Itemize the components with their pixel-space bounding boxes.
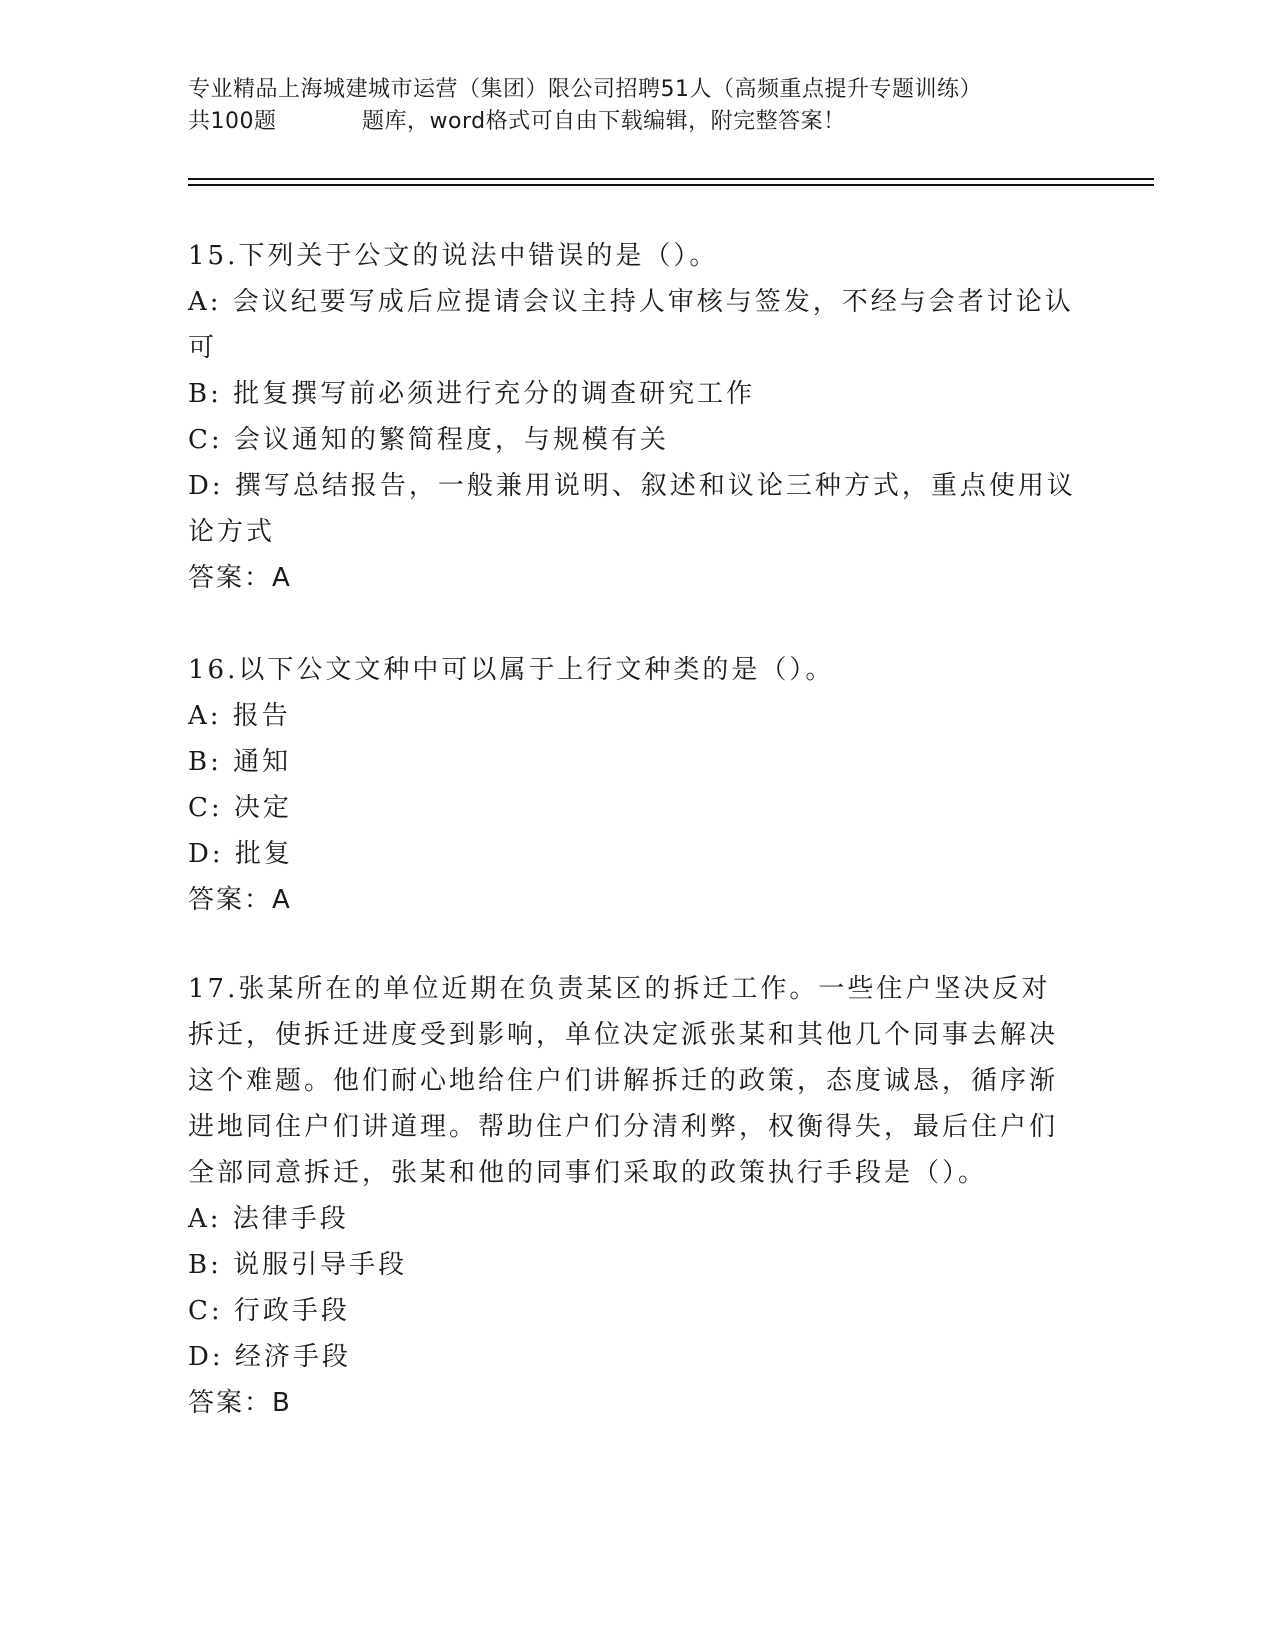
option-a: A: 法律手段 — [188, 1204, 349, 1234]
header-title: 专业精品上海城建城市运营（集团）限公司招聘51人（高频重点提升专题训练） — [188, 77, 982, 102]
answer: 答案：A — [188, 885, 292, 915]
answer: 答案：B — [188, 1388, 292, 1418]
option-b: B: 说服引导手段 — [188, 1250, 408, 1280]
header-divider-top — [188, 178, 1154, 180]
header-description: 题库，word格式可自由下载编辑，附完整答案！ — [362, 109, 846, 134]
option-c: C: 行政手段 — [188, 1296, 350, 1326]
question-count: 共100题 — [188, 109, 277, 134]
header-subtitle-line — [188, 106, 1088, 138]
option-c: C: 决定 — [188, 793, 292, 823]
option-d: D: 经济手段 — [188, 1342, 351, 1372]
option-a: A: 报告 — [188, 701, 291, 731]
option-c: C: 会议通知的繁简程度，与规模有关 — [188, 425, 669, 455]
option-b: B: 通知 — [188, 747, 292, 777]
document-header — [188, 74, 1088, 138]
header-divider-bottom — [188, 184, 1154, 186]
question-16 — [188, 647, 1078, 923]
question-stem: 16.以下公文文种中可以属于上行文种类的是（）。 — [188, 655, 835, 685]
question-stem: 17.张某所在的单位近期在负责某区的拆迁工作。一些住户坚决反对拆迁，使拆迁进度受到影响，单位决定派张某和其他几个同事去解决这个难题。他们耐心地给住户们讲解拆迁的政策，态度诚恳，循序渐进地同住户们讲道理。帮助住户们分清利弊，权衡得失，最后住户们全部同意拆迁，张某和他的同事们采取的政策执行手段是（）。 — [188, 974, 1059, 1188]
question-stem: 15.下列关于公文的说法中错误的是（）。 — [188, 241, 719, 271]
question-17 — [188, 966, 1078, 1426]
option-b: B: 批复撰写前必须进行充分的调查研究工作 — [188, 379, 756, 409]
answer: 答案：A — [188, 563, 292, 593]
option-d: D: 撰写总结报告，一般兼用说明、叙述和议论三种方式，重点使用议论方式 — [188, 471, 1076, 547]
option-d: D: 批复 — [188, 839, 293, 869]
question-15 — [188, 233, 1078, 601]
option-a: A: 会议纪要写成后应提请会议主持人审核与签发，不经与会者讨论认可 — [188, 287, 1074, 363]
